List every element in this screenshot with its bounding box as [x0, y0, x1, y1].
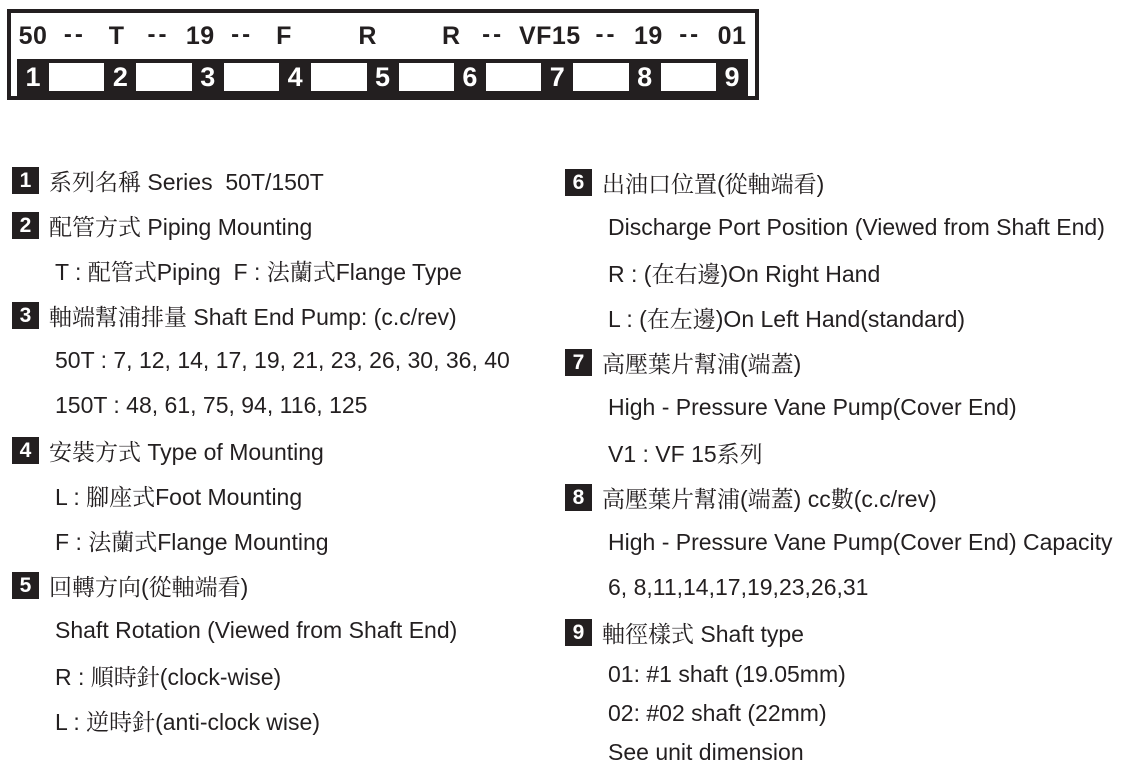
- legend-item-line: V1 : VF 15系列: [608, 441, 763, 467]
- legend-item-title: 軸端幫浦排量 Shaft End Pump: (c.c/rev): [49, 304, 457, 330]
- legend-item-number-badge: 5: [12, 572, 39, 599]
- legend-item-number-badge: 4: [12, 437, 39, 464]
- legend-item-header: [12, 293, 557, 338]
- segment-number-badge: 1: [25, 62, 41, 92]
- legend-item-line: R : 順時針(clock-wise): [55, 664, 282, 690]
- legend-item-line: High - Pressure Vane Pump(Cover End) Capacity: [608, 529, 1113, 555]
- legend-item-title: 系列名稱 Series 50T/150T: [49, 169, 324, 195]
- legend-item-number-badge: 2: [12, 212, 39, 239]
- legend-item-title: 回轉方向(從軸端看): [49, 574, 249, 600]
- legend-item-line: T : 配管式Piping F : 法蘭式Flange Type: [55, 259, 462, 285]
- code-segment-value: F: [276, 21, 292, 50]
- legend-item-line: Shaft Rotation (Viewed from Shaft End): [55, 617, 458, 643]
- code-segment-value: 19: [633, 21, 663, 50]
- legend-item-line: 50T : 7, 12, 14, 17, 19, 21, 23, 26, 30, 36, 40: [55, 347, 510, 373]
- segment-number-badge: 6: [462, 62, 478, 92]
- legend-item-line: High - Pressure Vane Pump(Cover End): [608, 394, 1017, 420]
- legend-item-title: 安裝方式 Type of Mounting: [49, 439, 324, 465]
- code-segment-value: R: [442, 21, 461, 50]
- code-segment-value: 01: [717, 21, 747, 50]
- code-segment-value: 50: [18, 21, 48, 50]
- legend-item-header: [12, 563, 557, 608]
- legend-item-line: 01: #1 shaft (19.05mm): [608, 661, 846, 687]
- legend-item-line: 02: #02 shaft (22mm): [608, 700, 827, 726]
- code-dash-cell: [300, 35, 352, 37]
- bar-gap: [224, 63, 279, 91]
- code-dash-cell: --: [595, 21, 618, 48]
- legend-item-number-badge: 6: [565, 169, 592, 196]
- legend-right-column: [565, 160, 1148, 772]
- code-dash-cell: [748, 35, 755, 37]
- legend-item: [12, 158, 557, 203]
- legend-item-header: [565, 340, 1148, 385]
- bar-gap: [661, 63, 716, 91]
- code-segment-value: 19: [185, 21, 215, 50]
- legend-item-line: L : (在左邊)On Left Hand(standard): [608, 306, 966, 332]
- legend-item-line: R : (在右邊)On Right Hand: [608, 261, 881, 287]
- code-segment-value: R: [358, 21, 377, 50]
- code-dash-cell: --: [147, 21, 170, 48]
- legend-item: [12, 293, 557, 428]
- code-dash-cell: --: [231, 21, 254, 48]
- legend-item-title: 高壓葉片幫浦(端蓋): [602, 351, 802, 377]
- legend-item-number-badge: 8: [565, 484, 592, 511]
- legend-item-line: 6, 8,11,14,17,19,23,26,31: [608, 574, 869, 600]
- legend-item: [12, 203, 557, 293]
- bar-gap: [49, 63, 104, 91]
- legend-item-header: [12, 428, 557, 473]
- legend-item-header: [12, 158, 557, 203]
- legend-item-title: 出油口位置(從軸端看): [602, 171, 825, 197]
- legend-item: [12, 428, 557, 563]
- segment-number-badge: 9: [724, 62, 740, 92]
- code-segment-value: T: [108, 21, 125, 50]
- segment-number-badge: 5: [374, 62, 391, 92]
- model-code-row: [11, 13, 755, 59]
- legend-item-number-badge: 9: [565, 619, 592, 646]
- legend-item-line: Discharge Port Position (Viewed from Shaft End): [608, 214, 1105, 240]
- segment-number-badge: 8: [637, 62, 653, 92]
- legend-item: [565, 340, 1148, 475]
- bar-gap: [399, 63, 454, 91]
- code-dash-cell: --: [482, 21, 505, 48]
- bar-gap: [573, 63, 628, 91]
- model-code-bar: [11, 59, 755, 96]
- legend-item-line: F : 法蘭式Flange Mounting: [55, 529, 329, 555]
- code-segment-value: VF15: [518, 21, 581, 50]
- segment-number-badge: 4: [287, 62, 303, 92]
- legend-item-number-badge: 7: [565, 349, 592, 376]
- legend-item: [565, 160, 1148, 340]
- legend-item-line: L : 腳座式Foot Mounting: [55, 484, 303, 510]
- legend-item-header: [565, 610, 1148, 655]
- legend-item-line: L : 逆時針(anti-clock wise): [55, 709, 320, 735]
- legend-item-header: [565, 160, 1148, 205]
- legend-item-line: 150T : 48, 61, 75, 94, 116, 125: [55, 392, 368, 418]
- code-dash-cell: --: [63, 21, 86, 48]
- legend-item: [565, 610, 1148, 772]
- code-dash-cell: [384, 35, 436, 37]
- legend-item: [12, 563, 557, 743]
- bar-right-sliver: [748, 59, 755, 96]
- bar-gap: [311, 63, 366, 91]
- legend-item: [565, 475, 1148, 610]
- legend-item-header: [12, 203, 557, 248]
- legend-item-number-badge: 1: [12, 167, 39, 194]
- legend-item-header: [565, 475, 1148, 520]
- legend-item-number-badge: 3: [12, 302, 39, 329]
- legend-item-title: 軸徑樣式 Shaft type: [602, 621, 804, 647]
- bar-gap: [486, 63, 541, 91]
- segment-number-badge: 7: [549, 62, 565, 92]
- segment-number-badge: 2: [112, 62, 128, 92]
- bar-gap: [136, 63, 191, 91]
- legend-item-title: 配管方式 Piping Mounting: [49, 214, 313, 240]
- legend-left-column: [12, 158, 557, 743]
- segment-number-badge: 3: [200, 62, 216, 92]
- legend-item-line: See unit dimension: [608, 739, 804, 765]
- legend-item-title: 高壓葉片幫浦(端蓋) cc數(c.c/rev): [602, 486, 937, 512]
- code-dash-cell: --: [679, 21, 702, 48]
- model-code-box: [7, 9, 759, 100]
